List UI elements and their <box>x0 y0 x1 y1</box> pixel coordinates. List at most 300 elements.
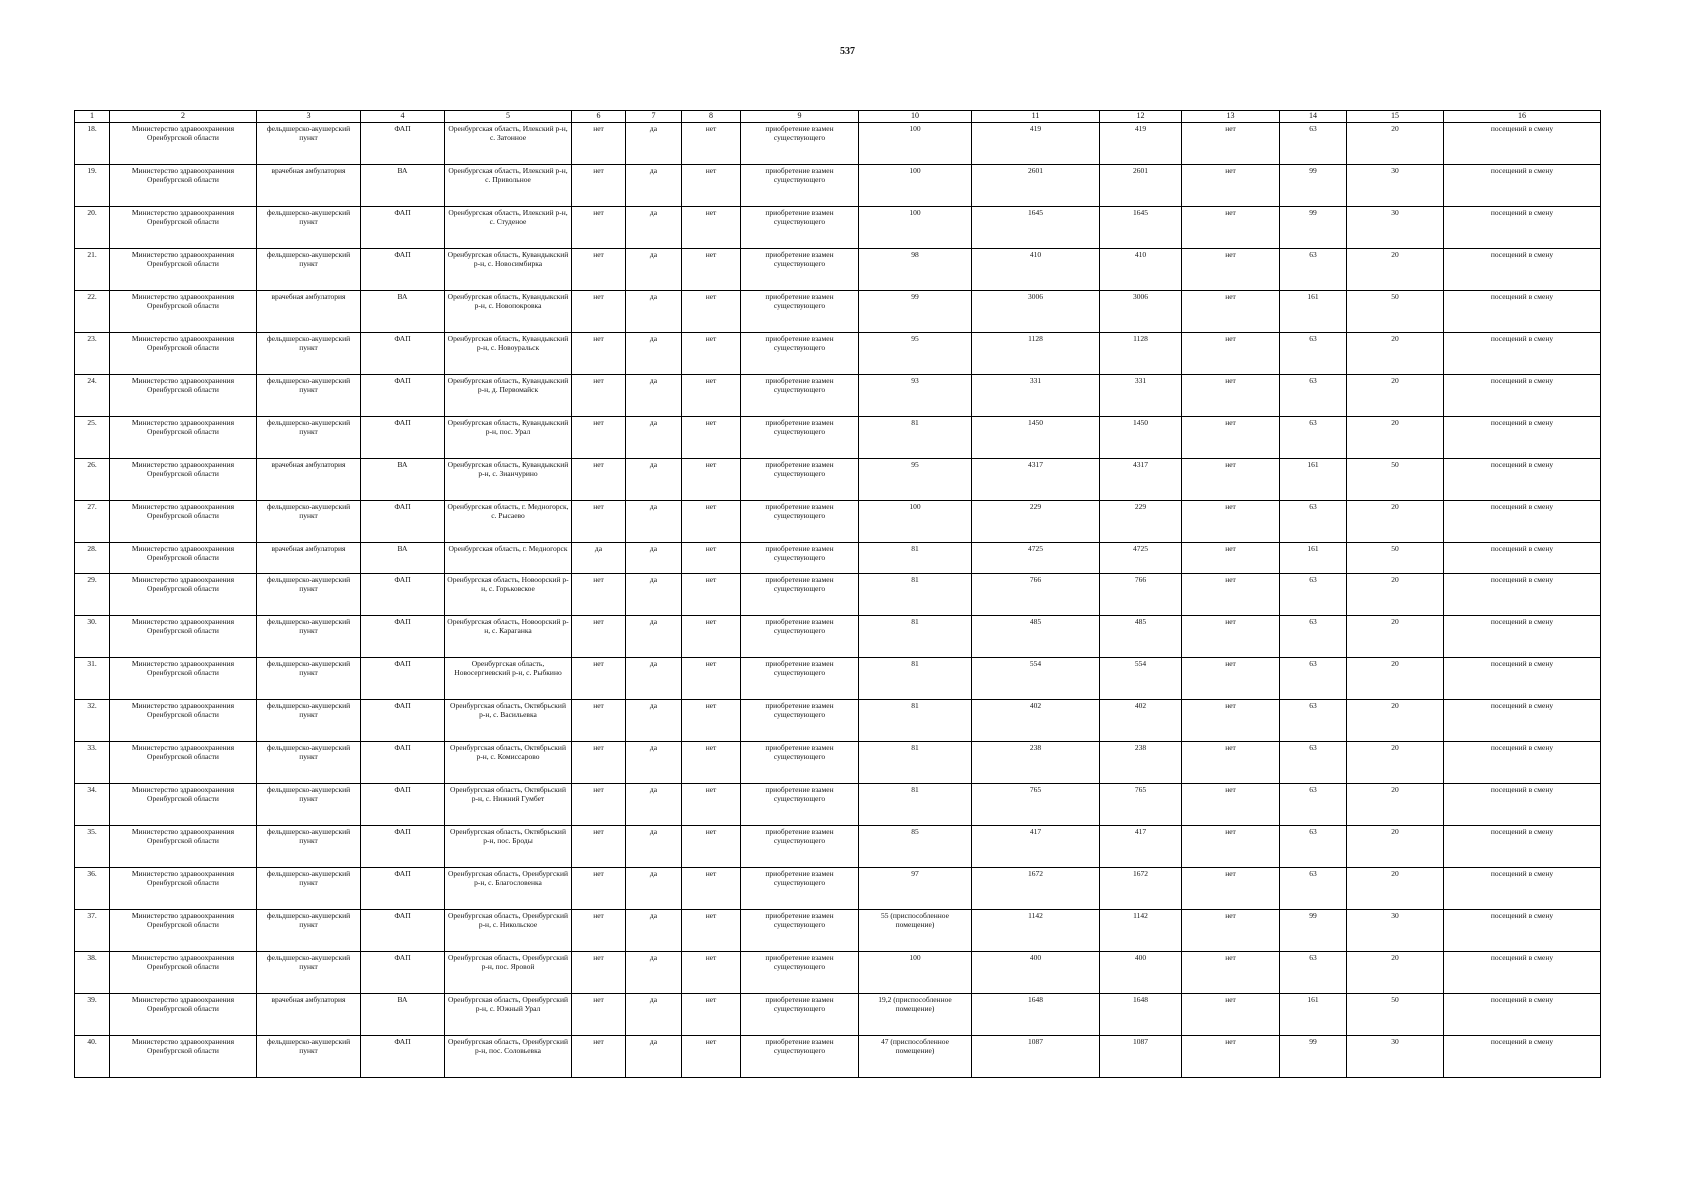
action-cell: приобретение взамен существующего <box>741 123 859 165</box>
capacity-unit-cell: посещений в смену <box>1444 952 1601 994</box>
capacity-unit-cell: посещений в смену <box>1444 826 1601 868</box>
facility-abbr-cell: ФАП <box>361 249 445 291</box>
row-number-cell: 19. <box>75 165 110 207</box>
facility-abbr-cell: ФАП <box>361 207 445 249</box>
organization-cell: Министерство здравоохранения Оренбургской области <box>110 459 257 501</box>
organization-cell: Министерство здравоохранения Оренбургской области <box>110 700 257 742</box>
facility-abbr-cell: ВА <box>361 165 445 207</box>
table-row <box>75 207 1601 249</box>
col-12-cell: 238 <box>1100 742 1182 784</box>
capacity-unit-cell: посещений в смену <box>1444 165 1601 207</box>
table-row <box>75 910 1601 952</box>
col-6-cell: нет <box>572 784 626 826</box>
facility-type-cell: врачебная амбулатория <box>257 543 361 574</box>
col-11-cell: 410 <box>972 249 1100 291</box>
facility-type-cell: фельдшерско-акушерский пункт <box>257 333 361 375</box>
column-header-13: 13 <box>1182 111 1280 123</box>
col-10-cell: 95 <box>859 459 972 501</box>
facility-abbr-cell: ФАП <box>361 333 445 375</box>
action-cell: приобретение взамен существующего <box>741 910 859 952</box>
col-8-cell: нет <box>682 165 741 207</box>
table-row <box>75 700 1601 742</box>
col-6-cell: нет <box>572 207 626 249</box>
col-13-cell: нет <box>1182 165 1280 207</box>
col-14-cell: 99 <box>1280 207 1347 249</box>
table-row <box>75 826 1601 868</box>
col-6-cell: нет <box>572 333 626 375</box>
row-number-cell: 34. <box>75 784 110 826</box>
row-number-cell: 18. <box>75 123 110 165</box>
facility-type-cell: врачебная амбулатория <box>257 994 361 1036</box>
col-11-cell: 331 <box>972 375 1100 417</box>
col-8-cell: нет <box>682 459 741 501</box>
col-7-cell: да <box>626 616 682 658</box>
action-cell: приобретение взамен существующего <box>741 165 859 207</box>
organization-cell: Министерство здравоохранения Оренбургской области <box>110 165 257 207</box>
col-12-cell: 4725 <box>1100 543 1182 574</box>
organization-cell: Министерство здравоохранения Оренбургской области <box>110 658 257 700</box>
organization-cell: Министерство здравоохранения Оренбургской области <box>110 868 257 910</box>
capacity-unit-cell: посещений в смену <box>1444 291 1601 333</box>
row-number-cell: 38. <box>75 952 110 994</box>
row-number-cell: 32. <box>75 700 110 742</box>
facility-type-cell: фельдшерско-акушерский пункт <box>257 742 361 784</box>
col-6-cell: нет <box>572 868 626 910</box>
row-number-cell: 21. <box>75 249 110 291</box>
row-number-cell: 33. <box>75 742 110 784</box>
col-14-cell: 63 <box>1280 417 1347 459</box>
row-number-cell: 31. <box>75 658 110 700</box>
col-13-cell: нет <box>1182 291 1280 333</box>
organization-cell: Министерство здравоохранения Оренбургской области <box>110 333 257 375</box>
column-header-7: 7 <box>626 111 682 123</box>
action-cell: приобретение взамен существующего <box>741 784 859 826</box>
col-8-cell: нет <box>682 207 741 249</box>
col-8-cell: нет <box>682 333 741 375</box>
col-11-cell: 765 <box>972 784 1100 826</box>
col-7-cell: да <box>626 658 682 700</box>
table-row <box>75 333 1601 375</box>
action-cell: приобретение взамен существующего <box>741 207 859 249</box>
facility-abbr-cell: ВА <box>361 543 445 574</box>
col-13-cell: нет <box>1182 658 1280 700</box>
col-15-cell: 20 <box>1347 700 1444 742</box>
col-12-cell: 331 <box>1100 375 1182 417</box>
col-8-cell: нет <box>682 616 741 658</box>
col-11-cell: 1142 <box>972 910 1100 952</box>
table-row <box>75 375 1601 417</box>
action-cell: приобретение взамен существующего <box>741 333 859 375</box>
col-15-cell: 20 <box>1347 501 1444 543</box>
col-10-cell: 19,2 (приспособленное помещение) <box>859 994 972 1036</box>
column-header-3: 3 <box>257 111 361 123</box>
col-13-cell: нет <box>1182 249 1280 291</box>
col-8-cell: нет <box>682 952 741 994</box>
col-11-cell: 419 <box>972 123 1100 165</box>
col-11-cell: 400 <box>972 952 1100 994</box>
col-15-cell: 50 <box>1347 459 1444 501</box>
address-cell: Оренбургская область, Кувандыкский р-н, пос. Урал <box>445 417 572 459</box>
col-15-cell: 30 <box>1347 165 1444 207</box>
col-12-cell: 419 <box>1100 123 1182 165</box>
facility-type-cell: фельдшерско-акушерский пункт <box>257 700 361 742</box>
organization-cell: Министерство здравоохранения Оренбургской области <box>110 994 257 1036</box>
address-cell: Оренбургская область, Новосергиевский р-н, с. Рыбкино <box>445 658 572 700</box>
capacity-unit-cell: посещений в смену <box>1444 123 1601 165</box>
col-10-cell: 81 <box>859 700 972 742</box>
col-13-cell: нет <box>1182 459 1280 501</box>
col-6-cell: нет <box>572 952 626 994</box>
table-row <box>75 123 1601 165</box>
address-cell: Оренбургская область, Новоорский р-н, с. Караганка <box>445 616 572 658</box>
col-8-cell: нет <box>682 994 741 1036</box>
col-6-cell: нет <box>572 616 626 658</box>
col-6-cell: нет <box>572 658 626 700</box>
table-header <box>75 111 1601 123</box>
row-number-cell: 27. <box>75 501 110 543</box>
capacity-unit-cell: посещений в смену <box>1444 207 1601 249</box>
col-14-cell: 63 <box>1280 501 1347 543</box>
col-10-cell: 81 <box>859 658 972 700</box>
col-13-cell: нет <box>1182 994 1280 1036</box>
col-15-cell: 20 <box>1347 123 1444 165</box>
col-10-cell: 99 <box>859 291 972 333</box>
organization-cell: Министерство здравоохранения Оренбургской области <box>110 616 257 658</box>
col-13-cell: нет <box>1182 910 1280 952</box>
col-11-cell: 417 <box>972 826 1100 868</box>
col-8-cell: нет <box>682 375 741 417</box>
col-6-cell: нет <box>572 826 626 868</box>
capacity-unit-cell: посещений в смену <box>1444 868 1601 910</box>
facility-abbr-cell: ФАП <box>361 700 445 742</box>
col-6-cell: нет <box>572 994 626 1036</box>
col-8-cell: нет <box>682 543 741 574</box>
row-number-cell: 25. <box>75 417 110 459</box>
col-13-cell: нет <box>1182 700 1280 742</box>
col-12-cell: 1648 <box>1100 994 1182 1036</box>
address-cell: Оренбургская область, Оренбургский р-н, пос. Яровой <box>445 952 572 994</box>
organization-cell: Министерство здравоохранения Оренбургской области <box>110 826 257 868</box>
col-13-cell: нет <box>1182 868 1280 910</box>
col-10-cell: 100 <box>859 952 972 994</box>
column-header-8: 8 <box>682 111 741 123</box>
column-header-10: 10 <box>859 111 972 123</box>
col-12-cell: 2601 <box>1100 165 1182 207</box>
col-10-cell: 100 <box>859 207 972 249</box>
table-row <box>75 417 1601 459</box>
col-14-cell: 63 <box>1280 784 1347 826</box>
col-7-cell: да <box>626 123 682 165</box>
col-14-cell: 63 <box>1280 249 1347 291</box>
column-header-14: 14 <box>1280 111 1347 123</box>
col-12-cell: 1087 <box>1100 1036 1182 1078</box>
col-10-cell: 81 <box>859 574 972 616</box>
col-6-cell: нет <box>572 291 626 333</box>
col-14-cell: 63 <box>1280 574 1347 616</box>
col-11-cell: 4317 <box>972 459 1100 501</box>
col-7-cell: да <box>626 291 682 333</box>
col-14-cell: 63 <box>1280 658 1347 700</box>
col-14-cell: 63 <box>1280 742 1347 784</box>
col-12-cell: 4317 <box>1100 459 1182 501</box>
facility-abbr-cell: ФАП <box>361 742 445 784</box>
col-13-cell: нет <box>1182 123 1280 165</box>
col-13-cell: нет <box>1182 375 1280 417</box>
action-cell: приобретение взамен существующего <box>741 700 859 742</box>
table-row <box>75 952 1601 994</box>
organization-cell: Министерство здравоохранения Оренбургской области <box>110 123 257 165</box>
action-cell: приобретение взамен существующего <box>741 826 859 868</box>
facility-abbr-cell: ФАП <box>361 501 445 543</box>
col-13-cell: нет <box>1182 616 1280 658</box>
address-cell: Оренбургская область, Октябрьский р-н, с. Комиссарово <box>445 742 572 784</box>
action-cell: приобретение взамен существующего <box>741 994 859 1036</box>
action-cell: приобретение взамен существующего <box>741 1036 859 1078</box>
col-8-cell: нет <box>682 574 741 616</box>
facility-abbr-cell: ВА <box>361 459 445 501</box>
col-10-cell: 47 (приспособленное помещение) <box>859 1036 972 1078</box>
col-11-cell: 238 <box>972 742 1100 784</box>
facility-abbr-cell: ФАП <box>361 1036 445 1078</box>
address-cell: Оренбургская область, Оренбургский р-н, пос. Соловьевка <box>445 1036 572 1078</box>
col-12-cell: 765 <box>1100 784 1182 826</box>
col-10-cell: 100 <box>859 501 972 543</box>
action-cell: приобретение взамен существующего <box>741 742 859 784</box>
row-number-cell: 23. <box>75 333 110 375</box>
address-cell: Оренбургская область, Оренбургский р-н, с. Благословенка <box>445 868 572 910</box>
capacity-unit-cell: посещений в смену <box>1444 333 1601 375</box>
col-7-cell: да <box>626 700 682 742</box>
col-7-cell: да <box>626 375 682 417</box>
facility-abbr-cell: ФАП <box>361 952 445 994</box>
address-cell: Оренбургская область, Илекский р-н, с. Студеное <box>445 207 572 249</box>
col-8-cell: нет <box>682 826 741 868</box>
col-7-cell: да <box>626 1036 682 1078</box>
organization-cell: Министерство здравоохранения Оренбургской области <box>110 417 257 459</box>
organization-cell: Министерство здравоохранения Оренбургской области <box>110 742 257 784</box>
table-row <box>75 868 1601 910</box>
col-15-cell: 20 <box>1347 826 1444 868</box>
organization-cell: Министерство здравоохранения Оренбургской области <box>110 249 257 291</box>
address-cell: Оренбургская область, Кувандыкский р-н, д. Первомайск <box>445 375 572 417</box>
address-cell: Оренбургская область, Октябрьский р-н, с. Нижний Гумбет <box>445 784 572 826</box>
column-header-2: 2 <box>110 111 257 123</box>
col-12-cell: 1142 <box>1100 910 1182 952</box>
action-cell: приобретение взамен существующего <box>741 459 859 501</box>
col-11-cell: 3006 <box>972 291 1100 333</box>
col-6-cell: нет <box>572 910 626 952</box>
col-8-cell: нет <box>682 700 741 742</box>
col-12-cell: 400 <box>1100 952 1182 994</box>
col-7-cell: да <box>626 333 682 375</box>
col-13-cell: нет <box>1182 333 1280 375</box>
capacity-unit-cell: посещений в смену <box>1444 459 1601 501</box>
column-header-1: 1 <box>75 111 110 123</box>
col-8-cell: нет <box>682 784 741 826</box>
facility-abbr-cell: ФАП <box>361 784 445 826</box>
table-body <box>75 123 1601 1078</box>
col-7-cell: да <box>626 994 682 1036</box>
col-14-cell: 63 <box>1280 616 1347 658</box>
address-cell: Оренбургская область, Кувандыкский р-н, с. Зианчурино <box>445 459 572 501</box>
table-row <box>75 165 1601 207</box>
col-7-cell: да <box>626 742 682 784</box>
col-11-cell: 485 <box>972 616 1100 658</box>
col-15-cell: 50 <box>1347 994 1444 1036</box>
facility-type-cell: фельдшерско-акушерский пункт <box>257 123 361 165</box>
capacity-unit-cell: посещений в смену <box>1444 910 1601 952</box>
capacity-unit-cell: посещений в смену <box>1444 543 1601 574</box>
capacity-unit-cell: посещений в смену <box>1444 1036 1601 1078</box>
col-15-cell: 50 <box>1347 291 1444 333</box>
col-12-cell: 229 <box>1100 501 1182 543</box>
address-cell: Оренбургская область, Оренбургский р-н, с. Южный Урал <box>445 994 572 1036</box>
facility-type-cell: фельдшерско-акушерский пункт <box>257 868 361 910</box>
col-13-cell: нет <box>1182 952 1280 994</box>
organization-cell: Министерство здравоохранения Оренбургской области <box>110 784 257 826</box>
col-6-cell: нет <box>572 459 626 501</box>
col-7-cell: да <box>626 826 682 868</box>
row-number-cell: 39. <box>75 994 110 1036</box>
col-7-cell: да <box>626 459 682 501</box>
col-11-cell: 1672 <box>972 868 1100 910</box>
col-15-cell: 20 <box>1347 333 1444 375</box>
capacity-unit-cell: посещений в смену <box>1444 616 1601 658</box>
col-8-cell: нет <box>682 658 741 700</box>
capacity-unit-cell: посещений в смену <box>1444 249 1601 291</box>
col-8-cell: нет <box>682 1036 741 1078</box>
facility-abbr-cell: ФАП <box>361 123 445 165</box>
page-number: 537 <box>840 46 855 57</box>
capacity-unit-cell: посещений в смену <box>1444 417 1601 459</box>
facility-type-cell: фельдшерско-акушерский пункт <box>257 658 361 700</box>
col-15-cell: 20 <box>1347 574 1444 616</box>
col-14-cell: 63 <box>1280 375 1347 417</box>
col-14-cell: 63 <box>1280 333 1347 375</box>
table-row <box>75 616 1601 658</box>
col-8-cell: нет <box>682 417 741 459</box>
col-11-cell: 1450 <box>972 417 1100 459</box>
col-8-cell: нет <box>682 123 741 165</box>
column-header-16: 16 <box>1444 111 1601 123</box>
col-11-cell: 766 <box>972 574 1100 616</box>
col-10-cell: 93 <box>859 375 972 417</box>
col-7-cell: да <box>626 784 682 826</box>
facility-type-cell: фельдшерско-акушерский пункт <box>257 826 361 868</box>
col-11-cell: 1645 <box>972 207 1100 249</box>
row-number-cell: 24. <box>75 375 110 417</box>
col-14-cell: 99 <box>1280 1036 1347 1078</box>
address-cell: Оренбургская область, г. Медногорск, с. Рысаево <box>445 501 572 543</box>
column-header-5: 5 <box>445 111 572 123</box>
organization-cell: Министерство здравоохранения Оренбургской области <box>110 501 257 543</box>
table-row <box>75 1036 1601 1078</box>
capacity-unit-cell: посещений в смену <box>1444 742 1601 784</box>
capacity-unit-cell: посещений в смену <box>1444 700 1601 742</box>
facility-type-cell: врачебная амбулатория <box>257 291 361 333</box>
col-11-cell: 1648 <box>972 994 1100 1036</box>
action-cell: приобретение взамен существующего <box>741 291 859 333</box>
facility-abbr-cell: ФАП <box>361 616 445 658</box>
facility-type-cell: врачебная амбулатория <box>257 459 361 501</box>
col-10-cell: 81 <box>859 784 972 826</box>
col-11-cell: 2601 <box>972 165 1100 207</box>
col-7-cell: да <box>626 207 682 249</box>
col-7-cell: да <box>626 868 682 910</box>
col-13-cell: нет <box>1182 742 1280 784</box>
facility-type-cell: фельдшерско-акушерский пункт <box>257 784 361 826</box>
col-15-cell: 50 <box>1347 543 1444 574</box>
col-15-cell: 20 <box>1347 952 1444 994</box>
column-header-11: 11 <box>972 111 1100 123</box>
col-10-cell: 81 <box>859 742 972 784</box>
column-header-4: 4 <box>361 111 445 123</box>
capacity-unit-cell: посещений в смену <box>1444 375 1601 417</box>
capacity-unit-cell: посещений в смену <box>1444 658 1601 700</box>
row-number-cell: 20. <box>75 207 110 249</box>
row-number-cell: 28. <box>75 543 110 574</box>
action-cell: приобретение взамен существующего <box>741 501 859 543</box>
organization-cell: Министерство здравоохранения Оренбургской области <box>110 952 257 994</box>
col-10-cell: 97 <box>859 868 972 910</box>
organization-cell: Министерство здравоохранения Оренбургской области <box>110 543 257 574</box>
capacity-unit-cell: посещений в смену <box>1444 501 1601 543</box>
facility-type-cell: фельдшерско-акушерский пункт <box>257 207 361 249</box>
col-6-cell: да <box>572 543 626 574</box>
col-13-cell: нет <box>1182 417 1280 459</box>
col-12-cell: 554 <box>1100 658 1182 700</box>
col-6-cell: нет <box>572 1036 626 1078</box>
facility-abbr-cell: ФАП <box>361 574 445 616</box>
facility-type-cell: фельдшерско-акушерский пункт <box>257 616 361 658</box>
address-cell: Оренбургская область, Кувандыкский р-н, с. Новоуральск <box>445 333 572 375</box>
col-14-cell: 63 <box>1280 123 1347 165</box>
col-7-cell: да <box>626 952 682 994</box>
col-10-cell: 95 <box>859 333 972 375</box>
col-13-cell: нет <box>1182 784 1280 826</box>
table-row <box>75 501 1601 543</box>
col-14-cell: 161 <box>1280 994 1347 1036</box>
col-14-cell: 63 <box>1280 952 1347 994</box>
facility-type-cell: фельдшерско-акушерский пункт <box>257 952 361 994</box>
col-7-cell: да <box>626 501 682 543</box>
capacity-unit-cell: посещений в смену <box>1444 574 1601 616</box>
col-15-cell: 30 <box>1347 1036 1444 1078</box>
facility-type-cell: фельдшерско-акушерский пункт <box>257 1036 361 1078</box>
col-7-cell: да <box>626 574 682 616</box>
address-cell: Оренбургская область, г. Медногорск <box>445 543 572 574</box>
col-13-cell: нет <box>1182 501 1280 543</box>
col-15-cell: 20 <box>1347 742 1444 784</box>
col-8-cell: нет <box>682 868 741 910</box>
address-cell: Оренбургская область, Илекский р-н, с. Привольное <box>445 165 572 207</box>
table-row <box>75 291 1601 333</box>
organization-cell: Министерство здравоохранения Оренбургской области <box>110 574 257 616</box>
col-8-cell: нет <box>682 501 741 543</box>
row-number-cell: 26. <box>75 459 110 501</box>
address-cell: Оренбургская область, Кувандыкский р-н, с. Новопокровка <box>445 291 572 333</box>
address-cell: Оренбургская область, Октябрьский р-н, пос. Броды <box>445 826 572 868</box>
col-10-cell: 85 <box>859 826 972 868</box>
col-7-cell: да <box>626 910 682 952</box>
col-10-cell: 55 (приспособленное помещение) <box>859 910 972 952</box>
col-8-cell: нет <box>682 249 741 291</box>
facility-abbr-cell: ФАП <box>361 868 445 910</box>
facility-abbr-cell: ФАП <box>361 658 445 700</box>
column-header-12: 12 <box>1100 111 1182 123</box>
col-6-cell: нет <box>572 165 626 207</box>
col-14-cell: 99 <box>1280 165 1347 207</box>
